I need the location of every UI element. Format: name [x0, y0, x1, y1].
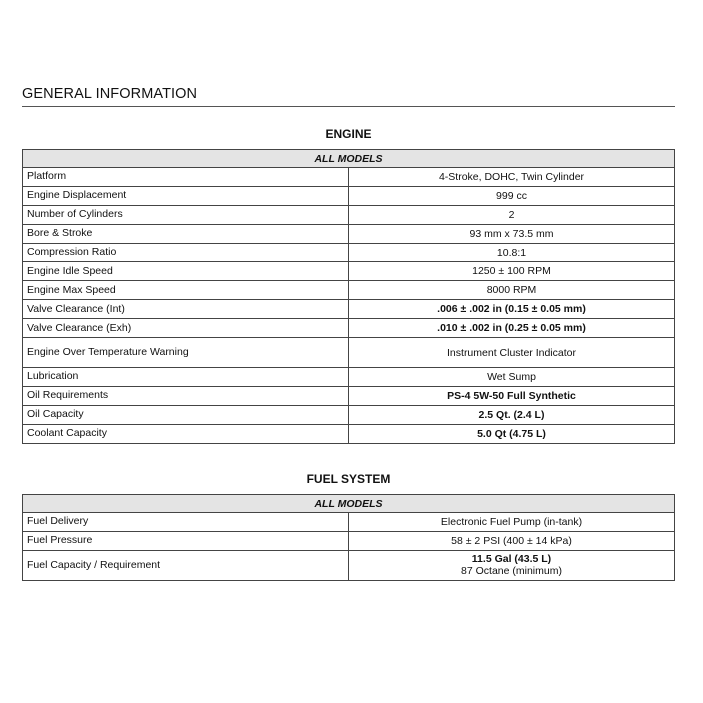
- spec-label: Engine Displacement: [23, 186, 349, 205]
- spec-label: Engine Over Temperature Warning: [23, 338, 349, 368]
- table-row: [23, 550, 675, 580]
- table-row: [23, 281, 675, 300]
- spec-label: Bore & Stroke: [23, 224, 349, 243]
- engine-spec-table: [22, 149, 675, 444]
- spec-value: 93 mm x 73.5 mm: [349, 224, 675, 243]
- spec-value: 5.0 Qt (4.75 L): [349, 424, 675, 443]
- spec-label: Valve Clearance (Int): [23, 300, 349, 319]
- spec-label: Platform: [23, 168, 349, 187]
- page-heading: GENERAL INFORMATION: [22, 86, 198, 102]
- table-row: [23, 205, 675, 224]
- spec-value: .010 ± .002 in (0.25 ± 0.05 mm): [349, 319, 675, 338]
- spec-value-line: 11.5 Gal (43.5 L): [471, 553, 552, 566]
- spec-value: PS-4 5W-50 Full Synthetic: [349, 386, 675, 405]
- table-row: [23, 405, 675, 424]
- spec-value-line: 87 Octane (minimum): [461, 565, 562, 578]
- table-row: [23, 262, 675, 281]
- spec-value: [349, 550, 675, 580]
- spec-label: Valve Clearance (Exh): [23, 319, 349, 338]
- table-row: [23, 186, 675, 205]
- spec-value: Electronic Fuel Pump (in-tank): [349, 513, 675, 532]
- spec-value: Instrument Cluster Indicator: [349, 338, 675, 368]
- spec-value: Wet Sump: [349, 368, 675, 387]
- engine-section-title: ENGINE: [325, 127, 372, 141]
- table-row: [23, 368, 675, 387]
- spec-label: Fuel Pressure: [23, 531, 349, 550]
- table-row: [23, 513, 675, 532]
- table-row: [23, 386, 675, 405]
- spec-label: Coolant Capacity: [23, 424, 349, 443]
- spec-value: 1250 ± 100 RPM: [349, 262, 675, 281]
- spec-value: 8000 RPM: [349, 281, 675, 300]
- spec-label: Number of Cylinders: [23, 205, 349, 224]
- spec-label: Engine Idle Speed: [23, 262, 349, 281]
- spec-label: Oil Capacity: [23, 405, 349, 424]
- spec-value: 2.5 Qt. (2.4 L): [349, 405, 675, 424]
- table-row: [23, 531, 675, 550]
- spec-value: 2: [349, 205, 675, 224]
- spec-value: 4-Stroke, DOHC, Twin Cylinder: [349, 168, 675, 187]
- table-row: [23, 424, 675, 443]
- spec-value: 10.8:1: [349, 243, 675, 262]
- spec-value: 999 cc: [349, 186, 675, 205]
- fuel-system-models-header: ALL MODELS: [23, 495, 675, 513]
- spec-label: Fuel Delivery: [23, 513, 349, 532]
- spec-value: .006 ± .002 in (0.15 ± 0.05 mm): [349, 300, 675, 319]
- table-row: [23, 168, 675, 187]
- spec-label: Oil Requirements: [23, 386, 349, 405]
- spec-label: Lubrication: [23, 368, 349, 387]
- spec-label: Compression Ratio: [23, 243, 349, 262]
- spec-label: Fuel Capacity / Requirement: [23, 550, 349, 580]
- spec-value: 58 ± 2 PSI (400 ± 14 kPa): [349, 531, 675, 550]
- table-row: [23, 300, 675, 319]
- fuel-system-spec-table: [22, 494, 675, 581]
- table-row: [23, 224, 675, 243]
- table-row: [23, 319, 675, 338]
- fuel-system-section-title: FUEL SYSTEM: [306, 472, 391, 486]
- spec-label: Engine Max Speed: [23, 281, 349, 300]
- table-row: [23, 243, 675, 262]
- page-heading-rule: [22, 106, 675, 107]
- engine-models-header: ALL MODELS: [23, 150, 675, 168]
- table-row: [23, 338, 675, 368]
